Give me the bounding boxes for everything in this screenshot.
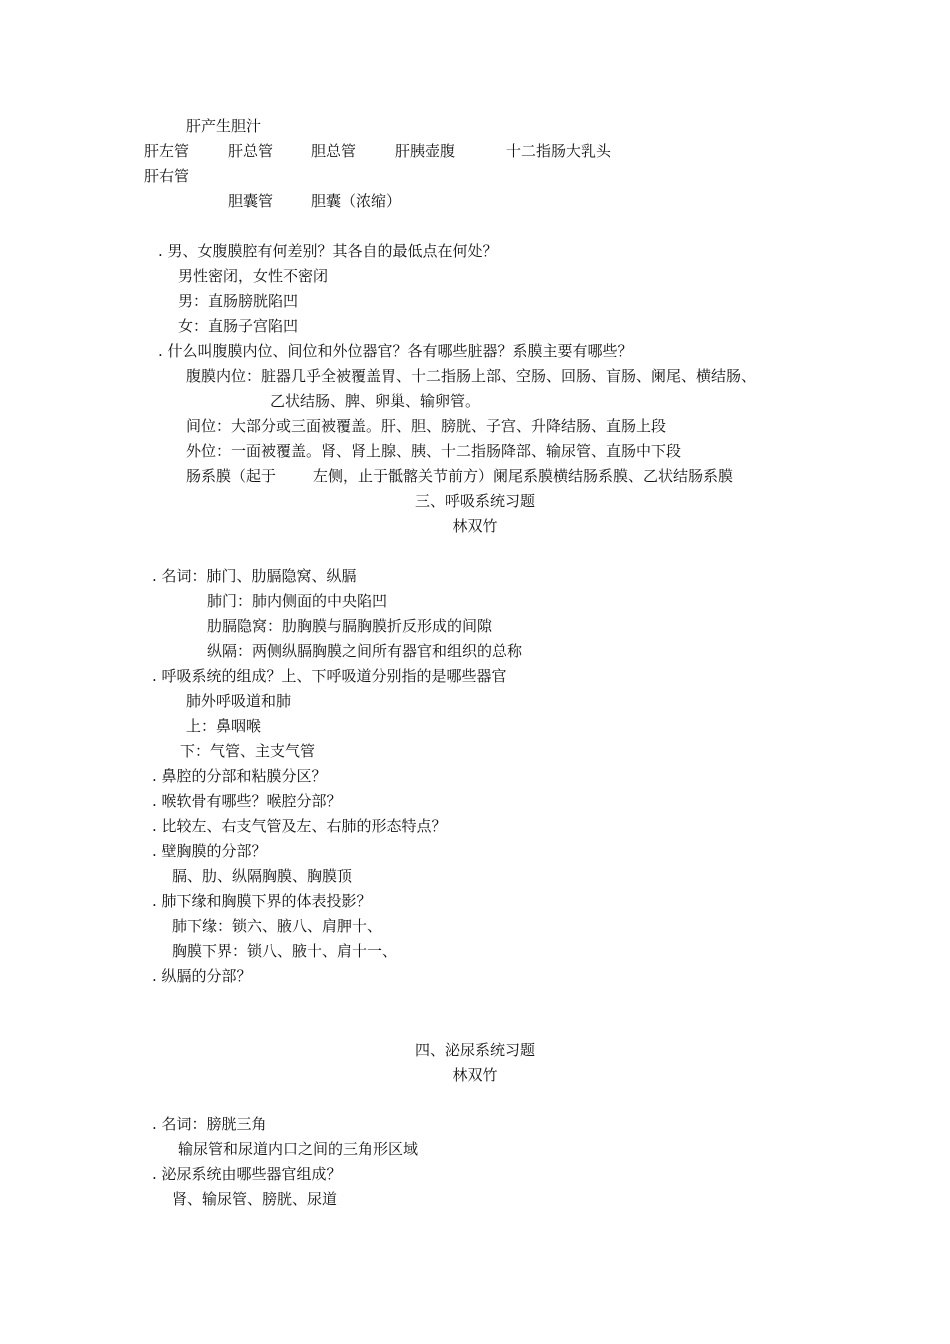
section-title: 四、泌尿系统习题 <box>414 1041 535 1059</box>
author: 林双竹 <box>452 517 498 535</box>
bile-ampulla: 肝胰壶腹 <box>395 142 456 160</box>
question: . 喉软骨有哪些？喉腔分部？ <box>152 792 342 810</box>
definition: 肋膈隐窝：肋胸膜与膈胸膜折反形成的间隙 <box>207 617 493 635</box>
bile-right-hepatic-duct: 肝右管 <box>144 167 190 185</box>
answer: 下：气管、主支气管 <box>180 742 316 760</box>
answer: 外位：一面被覆盖。肾、肾上腺、胰、十二指肠降部、输尿管、直肠中下段 <box>186 442 682 460</box>
answer: 男：直肠膀胱陷凹 <box>178 292 299 310</box>
bile-source: 肝产生胆汁 <box>186 117 262 135</box>
definition: 纵隔：两侧纵膈胸膜之间所有器官和组织的总称 <box>207 642 523 660</box>
answer: 输尿管和尿道内口之间的三角形区域 <box>178 1140 419 1158</box>
bile-left-hepatic-duct: 肝左管 <box>144 142 190 160</box>
author: 林双竹 <box>452 1066 498 1084</box>
answer: 肠系膜（起于 <box>186 467 277 485</box>
bile-cystic-duct: 胆囊管 <box>228 192 274 210</box>
question: . 肺下缘和胸膜下界的体表投影？ <box>152 892 372 910</box>
definition: 肺门：肺内侧面的中央陷凹 <box>207 592 388 610</box>
bile-common-bile-duct: 胆总管 <box>311 142 357 160</box>
question: . 比较左、右支气管及左、右肺的形态特点？ <box>152 817 447 835</box>
answer: 女：直肠子宫陷凹 <box>178 317 299 335</box>
section-title: 三、呼吸系统习题 <box>414 492 535 510</box>
bile-gallbladder: 胆囊（浓缩） <box>311 192 402 210</box>
question: . 呼吸系统的组成？上、下呼吸道分别指的是哪些器官 <box>152 667 507 685</box>
answer: 肺下缘：锁六、腋八、肩胛十、 <box>172 917 383 935</box>
bile-duodenal-papilla: 十二指肠大乳头 <box>506 142 612 160</box>
question: . 名词：肺门、肋膈隐窝、纵膈 <box>152 567 357 585</box>
answer: 上：鼻咽喉 <box>186 717 262 735</box>
question: . 什么叫腹膜内位、间位和外位器官？各有哪些脏器？系膜主要有哪些？ <box>158 342 633 360</box>
answer: 左侧，止于骶髂关节前方）阑尾系膜横结肠系膜、乙状结肠系膜 <box>313 467 734 485</box>
answer: 乙状结肠、脾、卵巢、输卵管。 <box>270 392 481 410</box>
question: . 泌尿系统由哪些器官组成？ <box>152 1165 342 1183</box>
answer: 男性密闭，女性不密闭 <box>178 267 329 285</box>
bile-common-hepatic-duct: 肝总管 <box>228 142 274 160</box>
answer: 腹膜内位：脏器几乎全被覆盖胃、十二指肠上部、空肠、回肠、盲肠、阑尾、横结肠、 <box>186 367 757 385</box>
answer: 肾、输尿管、膀胱、尿道 <box>172 1190 338 1208</box>
answer: 胸膜下界：锁八、腋十、肩十一、 <box>172 942 398 960</box>
question: . 名词：膀胱三角 <box>152 1115 267 1133</box>
question: . 鼻腔的分部和粘膜分区？ <box>152 767 327 785</box>
answer: 膈、肋、纵隔胸膜、胸膜顶 <box>172 867 353 885</box>
question: . 纵膈的分部？ <box>152 967 252 985</box>
answer: 肺外呼吸道和肺 <box>186 692 292 710</box>
answer: 间位：大部分或三面被覆盖。肝、胆、膀胱、子宫、升降结肠、直肠上段 <box>186 417 667 435</box>
question: . 男、女腹膜腔有何差别？其各自的最低点在何处？ <box>158 242 498 260</box>
question: . 壁胸膜的分部？ <box>152 842 267 860</box>
